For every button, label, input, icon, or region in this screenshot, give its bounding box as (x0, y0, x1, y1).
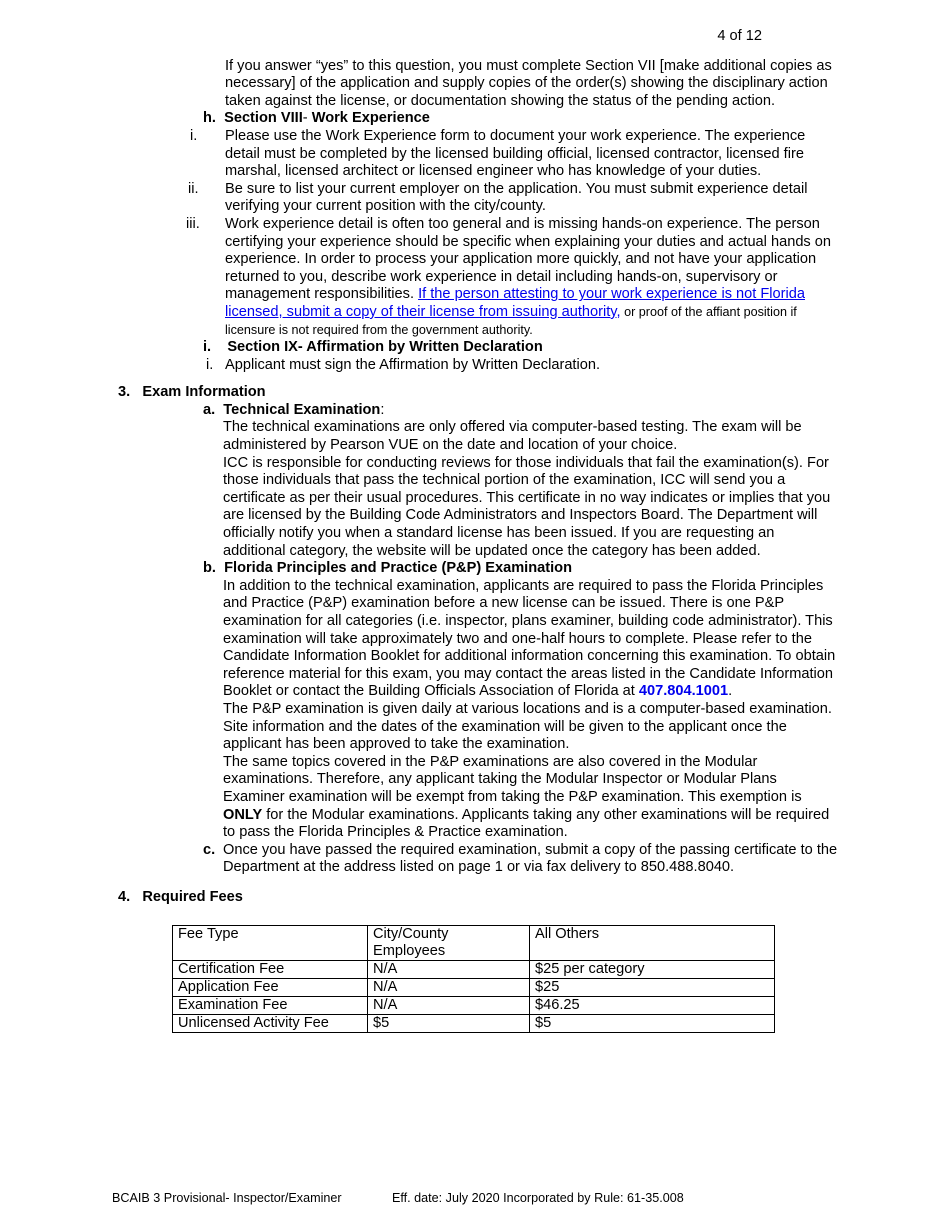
phone-number: 407.804.1001 (638, 683, 729, 700)
comma: , (616, 303, 621, 320)
cell: Examination Fee (173, 996, 368, 1014)
cell: $5 (530, 1014, 775, 1032)
table-row (173, 978, 775, 996)
title: Section VIII (224, 110, 303, 127)
list-marker: i. (206, 356, 214, 373)
list-item-text: Please use the Work Experience form to document your work experience. The experience detail must be completed by the licensed building official, licensed contractor, licensed fire marshal, licensed architect or licensed engineer who has knowledge of your duties. (225, 127, 806, 180)
section-i-heading (203, 339, 950, 357)
table-header-row (173, 925, 775, 960)
title: Florida Principles and Practice (P&P) Examination (224, 560, 573, 577)
paragraph: for the Modular examinations. Applicants taking any other examinations will be required to pass the Florida Principles & Practice examination. (223, 806, 830, 841)
period: . (728, 683, 733, 700)
cell: Unlicensed Activity Fee (173, 1014, 368, 1032)
marker: b. (203, 560, 216, 577)
dash: - (302, 110, 312, 127)
technical-exam-heading (203, 402, 950, 420)
list-item (188, 180, 839, 216)
footer-form-id: BCAIB 3 Provisional- Inspector/Examiner (112, 1191, 342, 1205)
table-row (173, 1014, 775, 1032)
marker: 4. (118, 888, 131, 905)
section-h-heading (203, 110, 950, 128)
cell: N/A (368, 996, 530, 1014)
header-cell: City/County Employees (368, 925, 530, 960)
intro-paragraph: If you answer “yes” to this question, you must complete Section VII [make additional copies as necessary] of the application and supply copies of the order(s) showing the disciplinary action taken against the license, or documentation showing the status of the pending action. (225, 57, 832, 109)
footer-effective-date: Eff. date: July 2020 Incorporated by Rule: 61-35.008 (392, 1191, 684, 1205)
cell: $46.25 (530, 996, 775, 1014)
paragraph: ICC is responsible for conducting reviews for those individuals that fail the examination(s). For those individuals that pass the technical portion of the examination, ICC will send you a certificate as per their usual procedures. This certificate in no way indicates or implies that you are licensed by the Building Code Administrators and Inspectors Board. The Department will officially notify you when a standard license has been issued. If you are requesting an additional category, the website will be updated once the category has been added. (223, 454, 831, 559)
document-body (0, 28, 950, 1033)
list-marker: c. (203, 841, 216, 858)
title: Exam Information (142, 384, 266, 401)
list-item (186, 215, 839, 339)
table-row (173, 996, 775, 1014)
title: Technical Examination (223, 401, 381, 418)
emphasis: ONLY (223, 806, 263, 823)
paragraph: The same topics covered in the P&P examinations are also covered in the Modular examinations. Therefore, any applicant taking the Modular Inspector or Modular Plans Examiner examination will be exempt from taking the P&P examination. This exemption is (223, 753, 802, 805)
title: Required Fees (142, 888, 243, 905)
list-marker: i. (190, 127, 198, 144)
list-item-text: Be sure to list your current employer on the application. You must submit experience detail verifying your current position with the city/county. (225, 180, 808, 215)
list-item (190, 127, 839, 181)
passing-certificate-text: Once you have passed the required examination, submit a copy of the passing certificate to the Department at the address listed on page 1 or via fax delivery to 850.488.8040. (223, 841, 838, 876)
list-item-text (225, 216, 839, 339)
cell: N/A (368, 960, 530, 978)
cell: Certification Fee (173, 960, 368, 978)
paragraph: The technical examinations are only offered via computer-based testing. The exam will be administered by Pearson VUE on the date and location of your choice. (223, 419, 802, 454)
text: Work experience detail is often too general and is missing hands-on experience. The person certifying your experience should be specific when explaining your duties and actual hands on experience. In order to process your application more quickly, and not have your application returned to you, describe work experience in detail including hands-on, supervisory or management responsibilities. (225, 215, 832, 303)
colon: : (380, 401, 385, 418)
cell: Application Fee (173, 978, 368, 996)
pp-exam-heading (203, 560, 950, 578)
list-item (206, 356, 839, 375)
cell: $5 (368, 1014, 530, 1032)
header-cell: All Others (530, 925, 775, 960)
text: or proof of the affiant position if licensure is not required from the government authority. (225, 304, 797, 337)
paragraph: In addition to the technical examination, applicants are required to pass the Florida Principles and Practice (P&P) examination before a new license can be issued. There is one P&P examination for all categories (i.e. inspector, plans examiner, building code administrator). This examination will take approximately two and one-half hours to complete. Please refer to the Candidate Information Booklet for additional information concerning this examination. To obtain reference material for this exam, you may contact the areas listed in the Candidate Information Booklet or contact the Building Officials Association of Florida at (223, 577, 836, 700)
passing-certificate-item (203, 841, 839, 877)
list-item-text: Applicant must sign the Affirmation by Written Declaration. (225, 356, 601, 373)
page-number: 4 of 12 (717, 28, 762, 44)
marker: a. (203, 401, 216, 418)
fees-table (172, 925, 775, 1033)
list-marker: iii. (186, 215, 200, 232)
table-row (173, 960, 775, 978)
cell: $25 per category (530, 960, 775, 978)
exam-heading (118, 384, 950, 402)
marker: 3. (118, 384, 131, 401)
cell: N/A (368, 978, 530, 996)
technical-exam-body (223, 419, 839, 560)
title: Section IX- Affirmation by Written Declaration (227, 339, 543, 356)
list-marker: ii. (188, 180, 199, 197)
license-link[interactable]: If the person attesting to your work experience is not Florida licensed, submit a copy of their license from issuing authority (225, 286, 805, 320)
pp-exam-body (223, 578, 839, 842)
header-cell: Fee Type (173, 925, 368, 960)
marker: i. (203, 339, 212, 356)
title: Work Experience (311, 110, 430, 127)
cell: $25 (530, 978, 775, 996)
paragraph: The P&P examination is given daily at various locations and is a computer-based examination. Site information and the dates of the examination will be given to the applicant once the applicant has been approved to take the examination. (223, 700, 832, 753)
fees-heading (118, 889, 950, 907)
marker: h. (203, 110, 216, 127)
